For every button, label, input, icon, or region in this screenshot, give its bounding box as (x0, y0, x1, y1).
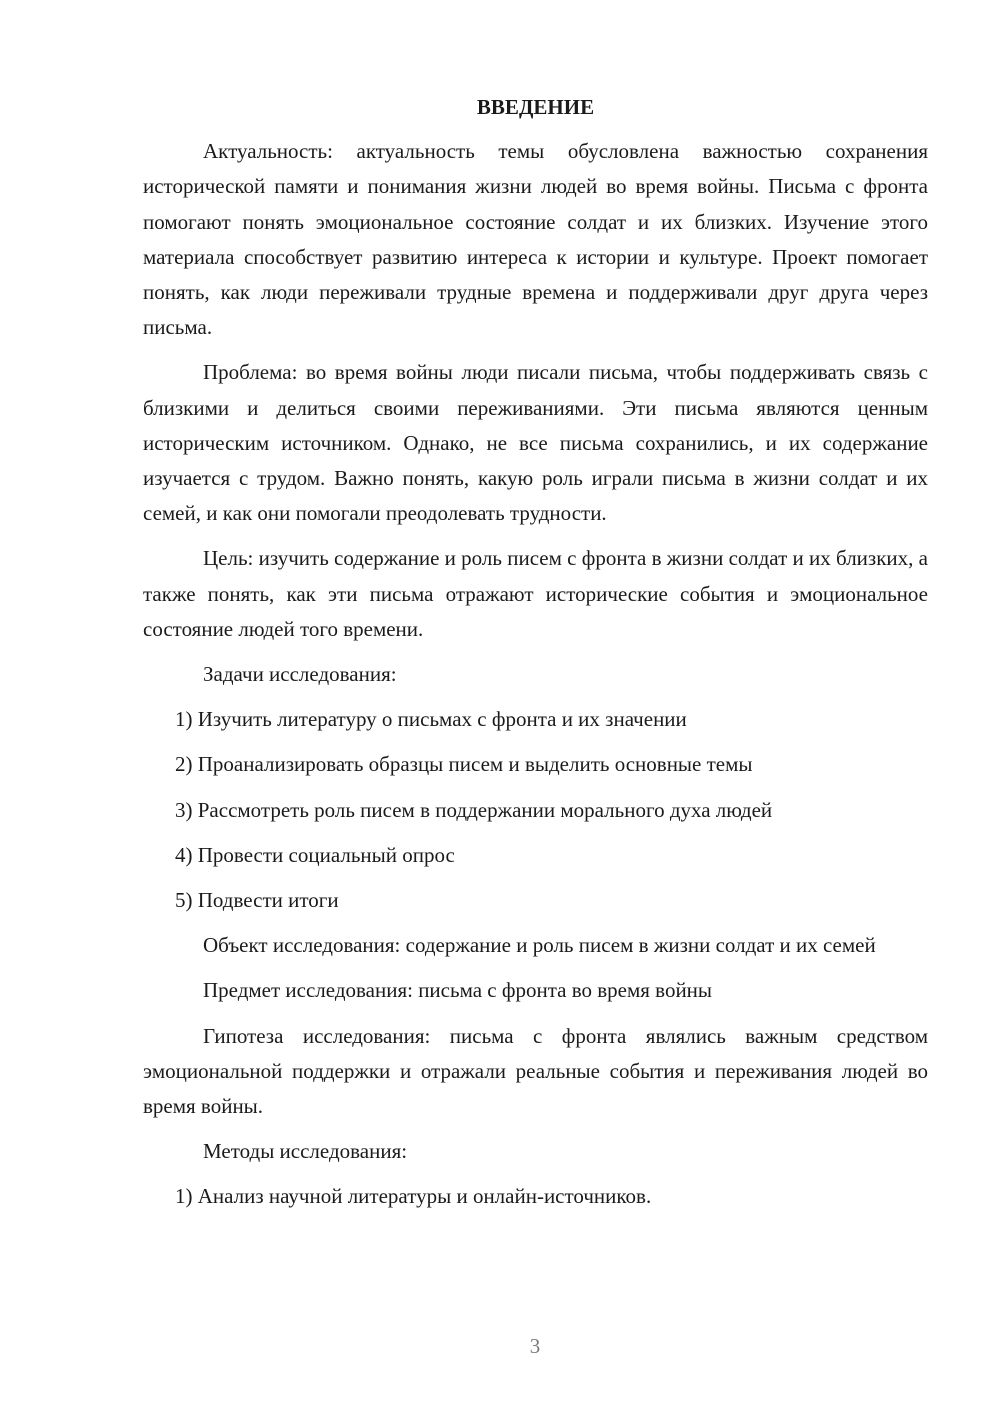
page-number: 3 (529, 1334, 541, 1358)
methods-heading: Методы исследования: (203, 1139, 408, 1164)
document-page (143, 90, 928, 1225)
task-item: 4) Провести социальный опрос (175, 842, 455, 867)
relevance-paragraph: Актуальность: актуальность темы обусловлена важностью сохранения исторической памяти и понимания жизни людей во время войны. Письма с фронта помогают понять эмоциональное состояние солдат и их близких. Изучение этого материала способствует развитию интереса к истории и культуре. Проект помогает понять, как люди переживали трудные времена и поддерживали друг друга через письма. (143, 139, 928, 340)
subject-paragraph: Предмет исследования: письма с фронта во время войны (203, 978, 713, 1003)
method-item: 1) Анализ научной литературы и онлайн-источников. (175, 1184, 652, 1209)
goal-paragraph: Цель: изучить содержание и роль писем с фронта в жизни солдат и их близких, а также понять, как эти письма отражают исторические события и эмоциональное состояние людей того времени. (143, 546, 928, 641)
hypothesis-paragraph: Гипотеза исследования: письма с фронта являлись важным средством эмоциональной поддержки и отражали реальные события и переживания людей во время войны. (143, 1023, 928, 1119)
task-item: 1) Изучить литературу о письмах с фронта и их значении (175, 707, 687, 732)
problem-paragraph: Проблема: во время войны люди писали письма, чтобы поддерживать связь с близкими и делиться своими переживаниями. Эти письма являются ценным историческим источником. Однако, не все письма сохранились, и их содержание изучается с трудом. Важно понять, какую роль играли письма в жизни солдат и их семей, и как они помогали преодолевать трудности. (143, 360, 928, 526)
task-item: 3) Рассмотреть роль писем в поддержании морального духа людей (175, 797, 773, 822)
page-title: ВВЕДЕНИЕ (476, 95, 595, 119)
object-paragraph: Объект исследования: содержание и роль писем в жизни солдат и их семей (203, 933, 876, 958)
task-item: 2) Проанализировать образцы писем и выделить основные темы (175, 752, 753, 777)
task-item: 5) Подвести итоги (175, 888, 339, 913)
tasks-heading: Задачи исследования: (203, 662, 397, 687)
